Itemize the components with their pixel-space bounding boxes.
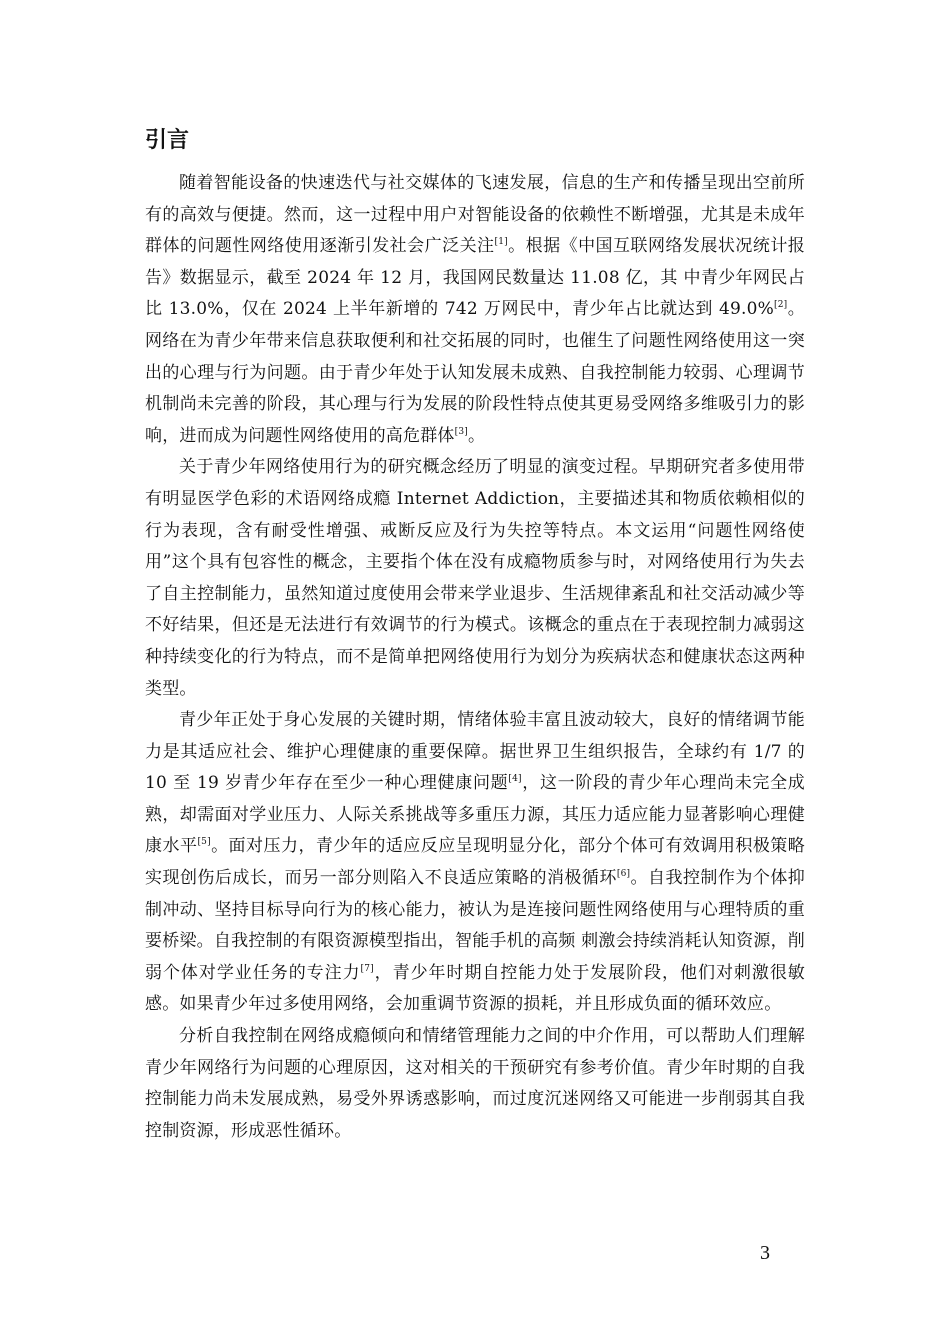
citation-marker: [6] [616,869,631,880]
page-number: 3 [760,1242,770,1264]
paragraph-text: 。面对压力，青少年的适应反应呈现明显分化，部分个体可有效调用积极策略实现创伤后成长，而另一部分则陷入不良适应策略的消极循环 [145,836,805,889]
body-text [145,168,805,1147]
citation-marker: [4] [508,774,522,785]
paragraph-text: 。自我控制作为个体抑制冲动、坚持目标导向行为的核心能力，被认为是连接问题性网络使用与心理特质的重要桥梁。自我控制的有限资源模型指出，智能手机的高频 刺激会持续消耗认知资源，削弱个体对学业任务的专注力 [145,868,806,983]
paragraph-text: 关于青少年网络使用行为的研究概念经历了明显的演变过程。早期研究者多使用带有明显医学色彩的术语网络成瘾 Internet Addiction，主要描述其和物质依赖相似的行为表现，含有耐受性增强、戒断反应及行为失控等特点。本文运用“问题性网络使用”这个具有包容性的概念，主要指个体在没有成瘾物质参与时，对网络使用行为失去了自主控制能力，虽然知道过度使用会带来学业退步、生活规律紊乱和社交活动减少等不好结果，但还是无法进行有效调节的行为模式。该概念的重点在于表现控制力减弱这种持续变化的行为特点，而不是简单把网络使用行为划分为疾病状态和健康状态这两种类型。 [145,457,805,699]
paragraph-text: 。根据《中国互联网络发展状况统计报告》数据显示，截至 2024 年 12 月，我国网民数量达 11.08 亿，其 中青少年网民占比 13.0%，仅在 2024 上半年新增的 742 万网民中，青少年占比就达到 49.0% [145,236,805,320]
citation-marker: [5] [197,837,211,848]
citation-marker: [2] [774,300,788,311]
citation-marker: [7] [360,963,374,974]
paragraph-4 [145,1021,805,1147]
paragraph-1 [145,168,805,452]
paragraph-text: 分析自我控制在网络成瘾倾向和情绪管理能力之间的中介作用，可以帮助人们理解青少年网络行为问题的心理原因，这对相关的干预研究有参考价值。青少年时期的自我控制能力尚未发展成熟，易受外界诱惑影响，而过度沉迷网络又可能进一步削弱其自我控制资源，形成恶性循环。 [145,1026,805,1141]
paragraph-3 [145,705,805,1021]
paragraph-text: 。网络在为青少年带来信息获取便利和社交拓展的同时，也催生了问题性网络使用这一突出的心理与行为问题。由于青少年处于认知发展未成熟、自我控制能力较弱、心理调节机制尚未完善的阶段，其心理与行为发展的阶段性特点使其更易受网络多维吸引力的影响，进而成为问题性网络使用的高危群体 [145,299,805,446]
paragraph-text: ，青少年时期自控能力处于发展阶段，他们对刺激很敏感。如果青少年过多使用网络，会加重调节资源的损耗，并且形成负面的循环效应。 [145,962,805,1015]
section-heading: 引言 [145,128,190,153]
paragraph-text: 随着智能设备的快速迭代与社交媒体的飞速发展，信息的生产和传播呈现出空前所有的高效与便捷。然而，这一过程中用户对智能设备的依赖性不断增强，尤其是未成年群体的问题性网络使用逐渐引发社会广泛关注 [145,173,805,257]
paragraph-2 [145,452,805,705]
paragraph-text: ，这一阶段的青少年心理尚未完全成熟，却需面对学业压力、人际关系挑战等多重压力源，其压力适应能力显著影响心理健康水平 [145,773,806,857]
citation-marker: [3] [454,426,468,437]
citation-marker: [1] [494,237,508,248]
paragraph-text: 。 [467,425,486,446]
paragraph-text: 青少年正处于身心发展的关键时期，情绪体验丰富且波动较大，良好的情绪调节能力是其适应社会、维护心理健康的重要保障。据世界卫生组织报告，全球约有 1/7 的 10 至 19 岁青少年存在至少一种心理健康问题 [145,710,805,794]
